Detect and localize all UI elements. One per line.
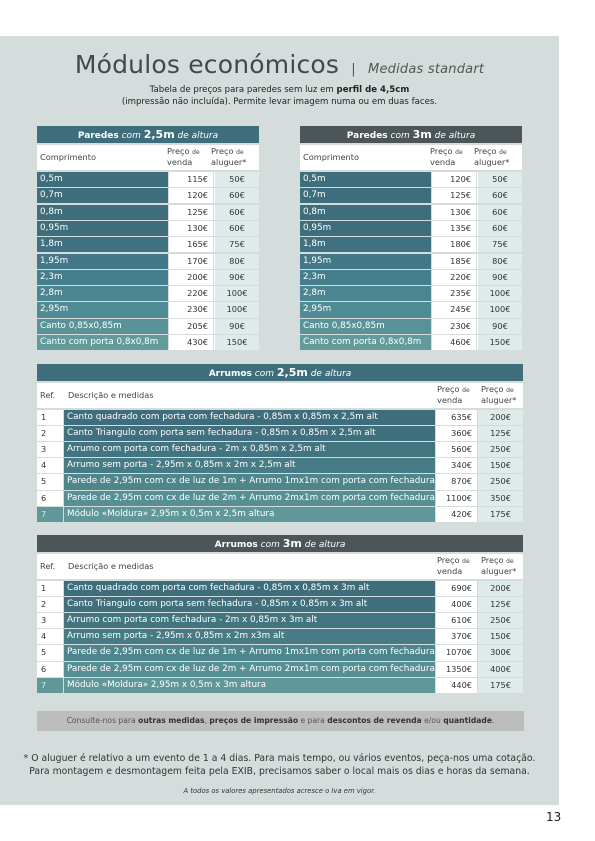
- row-description: Canto Triangulo com porta sem fechadura - 0,85m x 0,85m x 3m alt: [64, 597, 435, 612]
- row-description: Parede de 2,95m com cx de luz de 1m + Arrumo 1mx1m com porta com fechadura: [64, 645, 435, 660]
- col-rent-b: aluguer*: [474, 156, 510, 167]
- table-title-c: 2,5m: [276, 366, 308, 379]
- col-sale-header: [430, 147, 463, 167]
- sale-price: 420€: [436, 507, 477, 522]
- col-sale-a-small: de: [192, 149, 200, 156]
- table-row: [37, 188, 259, 203]
- table-title: [37, 535, 523, 552]
- col-rent-a: Preço: [474, 146, 497, 156]
- row-ref: 7: [37, 678, 63, 693]
- table-title-a: Arrumos: [208, 369, 252, 379]
- row-description: Parede de 2,95m com cx de luz de 1m + Arrumo 1mx1m com porta com fechadura: [64, 474, 435, 489]
- table-row: [37, 319, 259, 334]
- sale-price: 200€: [169, 270, 213, 285]
- rent-price: 60€: [214, 188, 259, 203]
- table-title-d: de altura: [434, 131, 476, 141]
- sale-price: 180€: [432, 237, 476, 252]
- table-row: [37, 507, 523, 522]
- rent-price: 150€: [477, 335, 522, 350]
- page-title: [0, 50, 559, 79]
- col-length: Comprimento: [303, 152, 359, 162]
- sale-price: 340€: [436, 458, 477, 473]
- col-rent-header: [481, 385, 516, 405]
- col-rent-a-small: de: [506, 558, 514, 565]
- sale-price: 170€: [169, 254, 213, 269]
- table-title-b: com: [390, 131, 410, 141]
- rent-price: 50€: [477, 172, 522, 187]
- rent-price: 60€: [477, 221, 522, 236]
- col-length: Comprimento: [40, 152, 96, 162]
- table-title-d: de altura: [304, 540, 346, 550]
- intro-line2: (impressão não incluída). Permite levar imagem numa ou em duas faces.: [121, 97, 438, 107]
- row-description: Arrumo sem porta - 2,95m x 0,85m x 2m x 2,5m alt: [64, 458, 435, 473]
- col-sale-a-small: de: [455, 149, 463, 156]
- table-row: [37, 629, 523, 644]
- sale-price: 235€: [432, 286, 476, 301]
- table-title: [300, 126, 522, 143]
- table-row: [37, 172, 259, 187]
- sale-price: 245€: [432, 302, 476, 317]
- table-row: [37, 613, 523, 628]
- row-label: 2,8m: [300, 286, 431, 301]
- rent-price: 100€: [477, 286, 522, 301]
- rental-note-line2: Para montagem e desmontagem feita pela EXIB, precisamos saber o local mais os dias e horas da semana.: [29, 766, 530, 777]
- sale-price: 440€: [436, 678, 477, 693]
- rent-price: 125€: [478, 426, 523, 441]
- row-description: Módulo «Moldura» 2,95m x 0,5m x 2,5m altura: [64, 507, 435, 522]
- row-description: Canto Triangulo com porta sem fechadura - 0,85m x 0,85m x 2,5m alt: [64, 426, 435, 441]
- sale-price: 130€: [432, 205, 476, 220]
- rent-price: 60€: [214, 221, 259, 236]
- table-row: [37, 474, 523, 489]
- col-rent-b: aluguer*: [211, 156, 247, 167]
- row-ref: 7: [37, 507, 63, 522]
- rent-price: 90€: [214, 270, 259, 285]
- intro-text: [0, 84, 559, 108]
- rent-price: 350€: [478, 491, 523, 506]
- col-sale-header: [167, 147, 200, 167]
- row-description: Parede de 2,95m com cx de luz de 2m + Arrumo 2mx1m com porta com fechadura: [64, 491, 435, 506]
- row-ref: 4: [37, 629, 63, 644]
- col-sale-b: venda: [437, 565, 463, 576]
- rent-price: 175€: [478, 507, 523, 522]
- rent-price: 150€: [478, 458, 523, 473]
- sale-price: 560€: [436, 442, 477, 457]
- row-label: 0,8m: [37, 205, 168, 220]
- rent-price: 200€: [478, 410, 523, 425]
- table-row: [37, 237, 259, 252]
- table-title: [37, 126, 259, 143]
- rent-price: 400€: [478, 662, 523, 677]
- row-label: 1,95m: [37, 254, 168, 269]
- sale-price: 120€: [432, 172, 476, 187]
- row-ref: 5: [37, 474, 63, 489]
- col-sale-b: venda: [437, 394, 463, 405]
- rent-price: 200€: [478, 581, 523, 596]
- table-row: [37, 442, 523, 457]
- table-title-a: Paredes: [346, 131, 388, 141]
- sale-price: 120€: [169, 188, 213, 203]
- col-sale-b: venda: [430, 156, 456, 167]
- rental-note: [0, 752, 559, 778]
- title-main: Módulos económicos: [74, 50, 340, 79]
- row-description: Arrumo sem porta - 2,95m x 0,85m x 2m x3m alt: [64, 629, 435, 644]
- row-description: Arrumo com porta com fechadura - 2m x 0,85m x 3m alt: [64, 613, 435, 628]
- page-number: 13: [546, 810, 562, 824]
- table-title-c: 3m: [282, 537, 302, 550]
- rent-price: 300€: [478, 645, 523, 660]
- sale-price: 125€: [169, 205, 213, 220]
- sale-price: 230€: [169, 302, 213, 317]
- rent-price: 250€: [478, 613, 523, 628]
- table-row: [37, 426, 523, 441]
- col-sale-a: Preço: [437, 555, 460, 565]
- table-row: [37, 254, 259, 269]
- col-ref: Ref.: [40, 390, 56, 400]
- banner-bold-1: outras medidas: [138, 716, 205, 725]
- sale-price: 220€: [432, 270, 476, 285]
- row-ref: 3: [37, 613, 63, 628]
- col-sale-b: venda: [167, 156, 193, 167]
- banner-bold-2: preços de impressão: [209, 716, 299, 725]
- sale-price: 115€: [169, 172, 213, 187]
- row-description: Canto quadrado com porta com fechadura - 0,85m x 0,85m x 3m alt: [64, 581, 435, 596]
- table-row: [37, 221, 259, 236]
- sale-price: 185€: [432, 254, 476, 269]
- row-label: 0,95m: [300, 221, 431, 236]
- table-title: [37, 364, 523, 381]
- table-row: [37, 662, 523, 677]
- tax-note: A todos os valores apresentados acresce o Iva em vigor.: [183, 787, 376, 795]
- table-row: [300, 302, 522, 317]
- column-headers: [37, 145, 259, 170]
- table-title-b: com: [121, 131, 141, 141]
- row-ref: 2: [37, 426, 63, 441]
- table-row: [300, 270, 522, 285]
- table-title-d: de altura: [177, 131, 219, 141]
- table-row: [300, 237, 522, 252]
- table-row: [37, 410, 523, 425]
- row-label: 2,3m: [300, 270, 431, 285]
- rent-price: 80€: [477, 254, 522, 269]
- col-desc: Descrição e medidas: [68, 561, 154, 571]
- row-ref: 3: [37, 442, 63, 457]
- title-separator: |: [351, 62, 356, 77]
- row-label: Canto com porta 0,8x0,8m: [37, 335, 168, 350]
- sale-price: 1100€: [436, 491, 477, 506]
- col-rent-a-small: de: [499, 149, 507, 156]
- col-ref: Ref.: [40, 561, 56, 571]
- col-desc: Descrição e medidas: [68, 390, 154, 400]
- table-row: [37, 335, 259, 350]
- row-label: 0,5m: [37, 172, 168, 187]
- col-rent-a: Preço: [481, 384, 504, 394]
- row-description: Parede de 2,95m com cx de luz de 2m + Arrumo 2mx1m com porta com fechadura: [64, 662, 435, 677]
- row-label: 0,5m: [300, 172, 431, 187]
- rental-note-line1: * O aluguer é relativo a um evento de 1 a 4 dias. Para mais tempo, ou vários eventos, peça-nos uma cotação.: [23, 753, 536, 764]
- sale-price: 460€: [432, 335, 476, 350]
- col-rent-header: [481, 556, 516, 576]
- rent-price: 90€: [477, 270, 522, 285]
- rent-price: 250€: [478, 474, 523, 489]
- sale-price: 400€: [436, 597, 477, 612]
- table-title-b: com: [254, 369, 274, 379]
- row-ref: 2: [37, 597, 63, 612]
- intro-line1: Tabela de preços para paredes sem luz em: [149, 85, 337, 95]
- banner-text-3: e para: [298, 716, 328, 725]
- row-ref: 5: [37, 645, 63, 660]
- row-label: 2,95m: [300, 302, 431, 317]
- row-ref: 4: [37, 458, 63, 473]
- sale-price: 165€: [169, 237, 213, 252]
- banner-text-1: Consulte-nos para: [66, 716, 139, 725]
- table-row: [300, 205, 522, 220]
- sale-price: 220€: [169, 286, 213, 301]
- row-label: Canto 0,85x0,85m: [37, 319, 168, 334]
- sale-price: 635€: [436, 410, 477, 425]
- table-row: [37, 458, 523, 473]
- banner-bold-4: quantidade: [443, 716, 492, 725]
- rent-price: 150€: [214, 335, 259, 350]
- row-label: 0,95m: [37, 221, 168, 236]
- rent-price: 100€: [214, 286, 259, 301]
- col-sale-header: [437, 556, 470, 576]
- rent-price: 90€: [214, 319, 259, 334]
- col-rent-a: Preço: [211, 146, 234, 156]
- banner-bold-3: descontos de revenda: [327, 716, 422, 725]
- sale-price: 125€: [432, 188, 476, 203]
- table-row: [300, 188, 522, 203]
- rent-price: 75€: [214, 237, 259, 252]
- rent-price: 50€: [214, 172, 259, 187]
- intro-line1-bold: perfil de 4,5cm: [336, 85, 410, 95]
- rent-price: 80€: [214, 254, 259, 269]
- row-label: 0,8m: [300, 205, 431, 220]
- rent-price: 250€: [478, 442, 523, 457]
- col-sale-a: Preço: [167, 146, 190, 156]
- sale-price: 130€: [169, 221, 213, 236]
- row-label: 0,7m: [300, 188, 431, 203]
- table-row: [300, 335, 522, 350]
- column-headers: [300, 145, 522, 170]
- table-row: [37, 302, 259, 317]
- table-title-a: Paredes: [77, 131, 119, 141]
- sale-price: 690€: [436, 581, 477, 596]
- table-title-d: de altura: [310, 369, 352, 379]
- table-row: [37, 597, 523, 612]
- table-title-c: 3m: [412, 128, 432, 141]
- column-headers: [37, 554, 523, 579]
- col-sale-a: Preço: [430, 146, 453, 156]
- table-row: [37, 645, 523, 660]
- col-rent-a-small: de: [506, 387, 514, 394]
- sale-price: 1070€: [436, 645, 477, 660]
- col-sale-header: [437, 385, 470, 405]
- sale-price: 1350€: [436, 662, 477, 677]
- col-rent-a-small: de: [236, 149, 244, 156]
- title-subtitle: Medidas standart: [368, 62, 485, 77]
- table-row: [300, 221, 522, 236]
- col-rent-b: aluguer*: [481, 565, 517, 576]
- rent-price: 60€: [214, 205, 259, 220]
- table-row: [300, 172, 522, 187]
- table-row: [37, 270, 259, 285]
- row-label: 1,8m: [300, 237, 431, 252]
- row-label: Canto com porta 0,8x0,8m: [300, 335, 431, 350]
- row-description: Arrumo com porta com fechadura - 2m x 0,85m x 2,5m alt: [64, 442, 435, 457]
- sale-price: 135€: [432, 221, 476, 236]
- table-title-b: com: [260, 540, 280, 550]
- banner-text-5: .: [491, 716, 495, 725]
- table-row: [37, 205, 259, 220]
- row-label: 1,8m: [37, 237, 168, 252]
- rent-price: 125€: [478, 597, 523, 612]
- row-ref: 1: [37, 581, 63, 596]
- row-ref: 6: [37, 491, 63, 506]
- row-ref: 6: [37, 662, 63, 677]
- col-rent-header: [474, 147, 509, 167]
- col-sale-a-small: de: [462, 387, 470, 394]
- col-sale-a: Preço: [437, 384, 460, 394]
- row-description: Canto quadrado com porta com fechadura - 0,85m x 0,85m x 2,5m alt: [64, 410, 435, 425]
- rent-price: 100€: [214, 302, 259, 317]
- row-label: 0,7m: [37, 188, 168, 203]
- row-label: 2,8m: [37, 286, 168, 301]
- rent-price: 75€: [477, 237, 522, 252]
- row-ref: 1: [37, 410, 63, 425]
- sale-price: 370€: [436, 629, 477, 644]
- table-row: [37, 581, 523, 596]
- column-headers: [37, 383, 523, 408]
- sale-price: 610€: [436, 613, 477, 628]
- row-label: 2,95m: [37, 302, 168, 317]
- col-rent-header: [211, 147, 246, 167]
- table-title-a: Arrumos: [214, 540, 258, 550]
- rent-price: 175€: [478, 678, 523, 693]
- row-label: 2,3m: [37, 270, 168, 285]
- rent-price: 100€: [477, 302, 522, 317]
- col-rent-b: aluguer*: [481, 394, 517, 405]
- table-title-c: 2,5m: [143, 128, 175, 141]
- sale-price: 430€: [169, 335, 213, 350]
- sale-price: 205€: [169, 319, 213, 334]
- contact-banner: [37, 711, 524, 731]
- sale-price: 360€: [436, 426, 477, 441]
- banner-text-2: ,: [204, 716, 210, 725]
- table-row: [300, 286, 522, 301]
- col-rent-a: Preço: [481, 555, 504, 565]
- table-row: [300, 254, 522, 269]
- table-row: [37, 491, 523, 506]
- row-label: 1,95m: [300, 254, 431, 269]
- sale-price: 870€: [436, 474, 477, 489]
- rent-price: 60€: [477, 188, 522, 203]
- sale-price: 230€: [432, 319, 476, 334]
- rent-price: 150€: [478, 629, 523, 644]
- rent-price: 90€: [477, 319, 522, 334]
- row-description: Módulo «Moldura» 2,95m x 0,5m x 3m altura: [64, 678, 435, 693]
- row-label: Canto 0,85x0,85m: [300, 319, 431, 334]
- col-sale-a-small: de: [462, 558, 470, 565]
- banner-text-4: e/ou: [421, 716, 444, 725]
- table-row: [37, 678, 523, 693]
- rent-price: 60€: [477, 205, 522, 220]
- table-row: [300, 319, 522, 334]
- table-row: [37, 286, 259, 301]
